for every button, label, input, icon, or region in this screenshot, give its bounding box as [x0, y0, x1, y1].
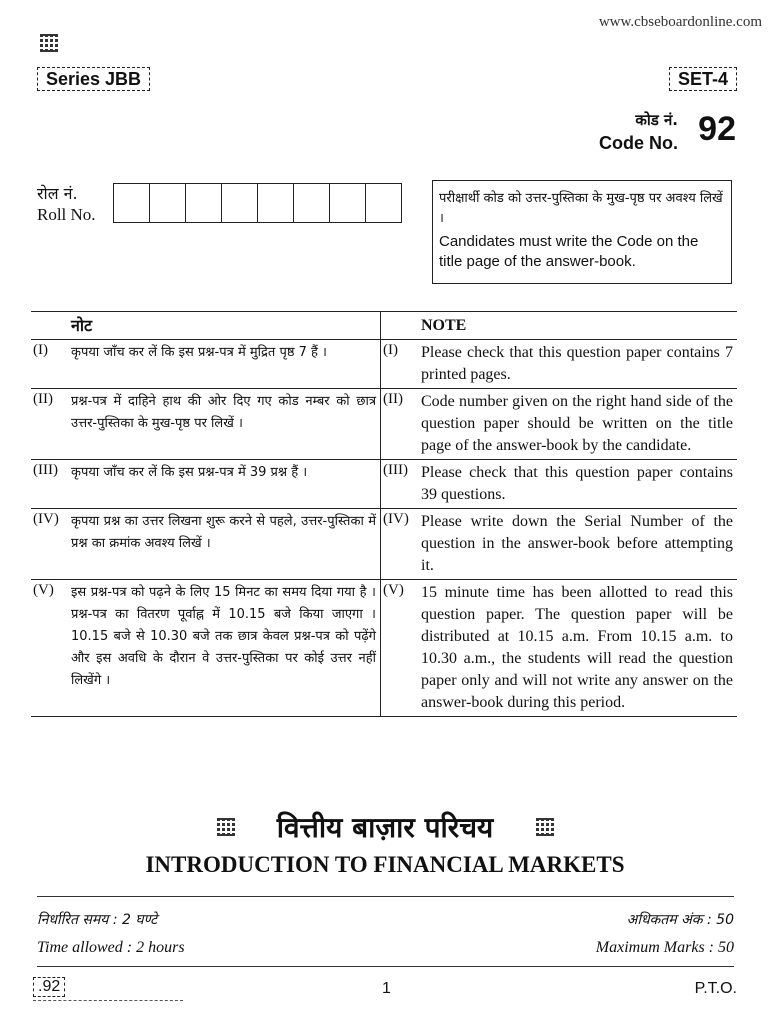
- time-allowed-hindi: निर्धारित समय : 2 घण्टे: [37, 912, 158, 928]
- notes-heading-english: NOTE: [417, 312, 737, 340]
- notes-heading-hindi: नोट: [67, 312, 381, 340]
- roll-box[interactable]: [114, 184, 150, 222]
- max-marks-english: Maximum Marks : 50: [595, 939, 734, 956]
- roll-number-boxes[interactable]: [113, 183, 402, 223]
- candidate-instruction-box: [432, 180, 732, 284]
- roll-box[interactable]: [186, 184, 222, 222]
- note-number: (I): [381, 340, 418, 389]
- series-label: Series JBB: [37, 67, 150, 91]
- note-row: [31, 340, 737, 389]
- note-number: (II): [381, 389, 418, 460]
- roll-box[interactable]: [330, 184, 366, 222]
- divider: [37, 896, 734, 897]
- roll-box[interactable]: [366, 184, 401, 222]
- note-row: [31, 389, 737, 460]
- note-english: Please write down the Serial Number of the question in the answer-book before attempting it.: [417, 509, 737, 580]
- divider: [37, 966, 734, 967]
- note-number: (IV): [31, 509, 67, 580]
- footer-code: .92: [33, 977, 65, 997]
- roll-box[interactable]: [222, 184, 258, 222]
- note-number: (III): [31, 460, 67, 509]
- note-number: (I): [31, 340, 67, 389]
- code-number: 92: [698, 110, 736, 148]
- footer-divider: [33, 1000, 183, 1001]
- roll-box[interactable]: [294, 184, 330, 222]
- note-english: Please check that this question paper contains 7 printed pages.: [417, 340, 737, 389]
- note-english: 15 minute time has been allotted to read this question paper. The question paper will be distributed at 10.15 a.m. From 10.15 a.m. to 10.30 a.m., the students will read the question paper only and will not write any answer on the answer-book during this period.: [417, 580, 737, 717]
- roll-box[interactable]: [150, 184, 186, 222]
- note-hindi: कृपया जाँच कर लें कि इस प्रश्न-पत्र में 39 प्रश्न हैं ।: [67, 460, 381, 509]
- note-number: (IV): [381, 509, 418, 580]
- subject-title-english: INTRODUCTION TO FINANCIAL MARKETS: [145, 852, 625, 877]
- note-number: (III): [381, 460, 418, 509]
- note-row: [31, 460, 737, 509]
- time-allowed-english: Time allowed : 2 hours: [37, 939, 185, 956]
- note-row: [31, 509, 737, 580]
- subject-title-hindi: वित्तीय बाज़ार परिचय: [276, 811, 494, 844]
- note-number: (V): [31, 580, 67, 717]
- notes-header-row: [31, 312, 737, 340]
- set-label: SET-4: [669, 67, 737, 91]
- note-hindi: इस प्रश्न-पत्र को पढ़ने के लिए 15 मिनट का समय दिया गया है । प्रश्न-पत्र का वितरण पूर्वाह्न में 10.15 बजे किया जाएगा । 10.15 बजे से 10.30 बजे तक छात्र केवल प्रश्न-पत्र को पढ़ेंगे और इस अवधि के दौरान वे उत्तर-पुस्तिका पर कोई उत्तर नहीं लिखेंगे ।: [67, 580, 381, 717]
- note-hindi: प्रश्न-पत्र में दाहिने हाथ की ओर दिए गए कोड नम्बर को छात्र उत्तर-पुस्तिका के मुख-पृष्ठ पर लिखें ।: [67, 389, 381, 460]
- roll-label-english: Roll No.: [37, 205, 96, 224]
- website-url: www.cbseboardonline.com: [598, 14, 762, 30]
- roll-label-hindi: रोल नं.: [37, 184, 78, 203]
- max-marks-hindi: अधिकतम अंक : 50: [626, 912, 734, 928]
- note-number: (V): [381, 580, 418, 717]
- code-label-hindi: कोड नं.: [635, 111, 678, 129]
- qr-code-icon: [536, 818, 554, 836]
- note-row: [31, 580, 737, 717]
- note-english: Please check that this question paper contains 39 questions.: [417, 460, 737, 509]
- qr-code-icon: [40, 34, 58, 52]
- note-hindi: कृपया जाँच कर लें कि इस प्रश्न-पत्र में मुद्रित पृष्ठ 7 हैं ।: [67, 340, 381, 389]
- candidate-instruction-hindi: परीक्षार्थी कोड को उत्तर-पुस्तिका के मुख-पृष्ठ पर अवश्य लिखें ।: [439, 191, 723, 226]
- candidate-instruction-english: Candidates must write the Code on the title page of the answer-book.: [439, 233, 699, 270]
- notes-table: [31, 311, 737, 717]
- roll-box[interactable]: [258, 184, 294, 222]
- please-turn-over: P.T.O.: [694, 980, 737, 997]
- page-number: 1: [382, 980, 391, 997]
- note-english: Code number given on the right hand side of the question paper should be written on the title page of the answer-book by the candidate.: [417, 389, 737, 460]
- note-hindi: कृपया प्रश्न का उत्तर लिखना शुरू करने से पहले, उत्तर-पुस्तिका में प्रश्न का क्रमांक अवश्य लिखें ।: [67, 509, 381, 580]
- code-label-english: Code No.: [599, 133, 678, 153]
- note-number: (II): [31, 389, 67, 460]
